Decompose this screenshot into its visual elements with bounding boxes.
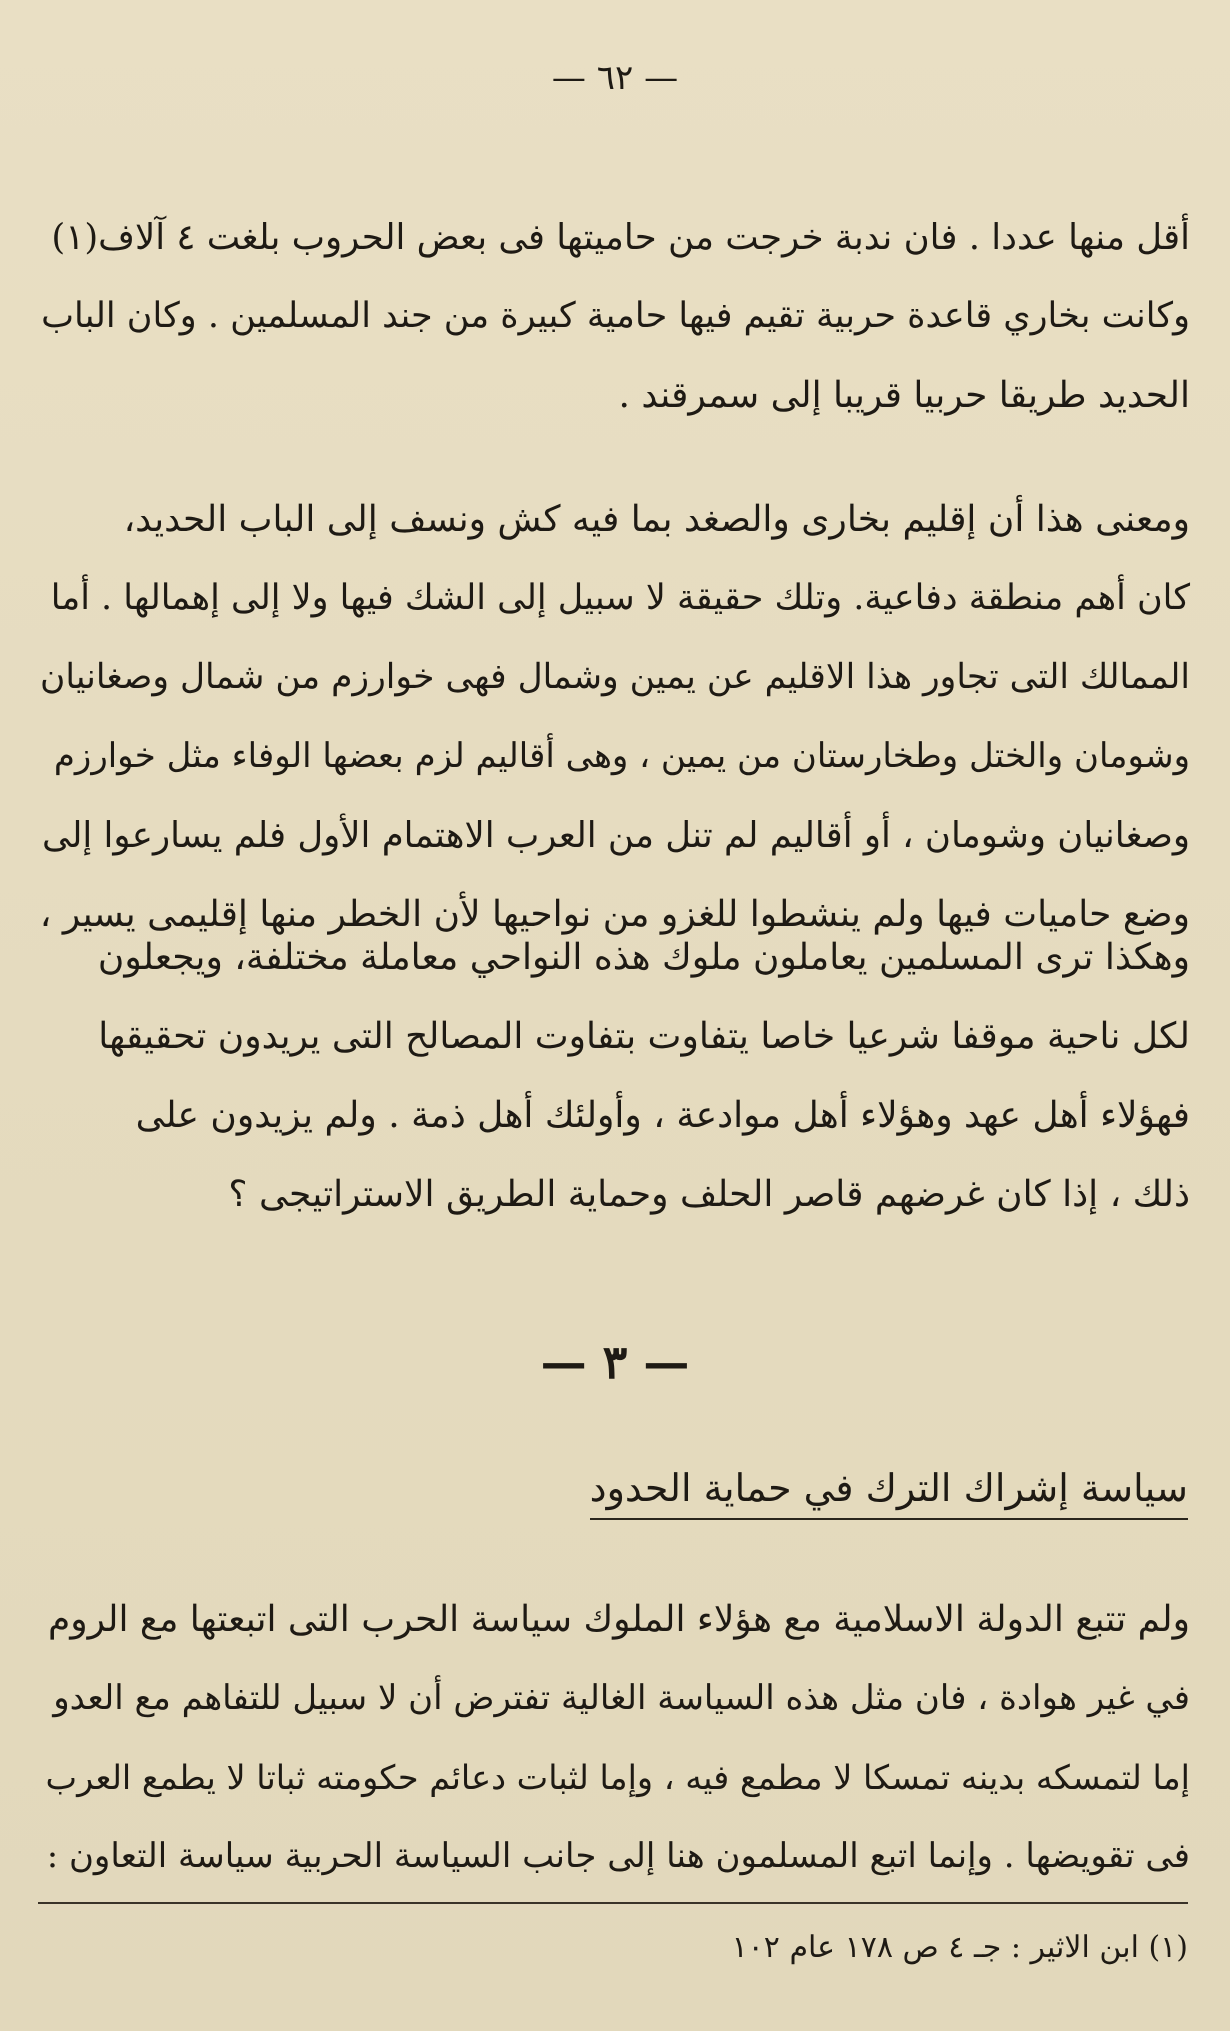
text-line: فى تقويضها . وإنما اتبع المسلمون هنا إلى جانب السياسة الحربية سياسة التعاون :	[46, 1836, 1190, 1876]
text-line: ولم تتبع الدولة الاسلامية مع هؤلاء الملوك سياسة الحرب التى اتبعتها مع الروم	[47, 1599, 1190, 1640]
text-line: الممالك التى تجاور هذا الاقليم عن يمين وشمال فهى خوارزم من شمال وصغانيان	[40, 657, 1190, 697]
text-line: ذلك ، إذا كان غرضهم قاصر الحلف وحماية الطريق الاستراتيجى ؟	[228, 1174, 1190, 1215]
paragraph-4	[40, 1580, 1190, 1896]
text-line: في غير هوادة ، فان مثل هذه السياسة الغالية تفترض أن لا سبيل للتفاهم مع العدو	[53, 1678, 1190, 1718]
section-number: — ٣ —	[540, 1335, 690, 1389]
text-line: وهكذا ترى المسلمين يعاملون ملوك هذه النواحي معاملة مختلفة، ويجعلون	[97, 937, 1190, 978]
text-line: وضع حاميات فيها ولم ينشطوا للغزو من نواحيها لأن الخطر منها إقليمى يسير ،	[39, 894, 1190, 935]
paragraph-2	[40, 480, 1190, 954]
text-line: لكل ناحية موقفا شرعيا خاصا يتفاوت بتفاوت المصالح التى يريدون تحقيقها	[98, 1016, 1190, 1057]
footnote-divider	[38, 1902, 1188, 1904]
text-line: وكانت بخاري قاعدة حربية تقيم فيها حامية كبيرة من جند المسلمين . وكان الباب	[41, 296, 1190, 336]
text-line: أقل منها عددا . فان ندبة خرجت من حاميتها فى بعض الحروب بلغت ٤ آلاف(١)	[51, 217, 1190, 258]
page-number: — ٦٢ —	[551, 58, 679, 98]
text-line: الحديد طريقا حربيا قريبا إلى سمرقند .	[618, 375, 1190, 416]
text-line: كان أهم منطقة دفاعية. وتلك حقيقة لا سبيل إلى الشك فيها ولا إلى إهمالها . أما	[50, 578, 1190, 618]
text-line: وصغانيان وشومان ، أو أقاليم لم تنل من العرب الاهتمام الأول فلم يسارعوا إلى	[42, 815, 1190, 856]
text-line: وشومان والختل وطخارستان من يمين ، وهى أقاليم لزم بعضها الوفاء مثل خوارزم	[53, 736, 1190, 776]
paragraph-1	[40, 198, 1190, 435]
text-line: إما لتمسكه بدينه تمسكا لا مطمع فيه ، وإما لثبات دعائم حكومته ثباتا لا يطمع العرب	[45, 1758, 1190, 1797]
text-line: فهؤلاء أهل عهد وهؤلاء أهل موادعة ، وأولئك أهل ذمة . ولم يزيدون على	[135, 1095, 1190, 1136]
section-heading: سياسة إشراك الترك في حماية الحدود	[590, 1466, 1188, 1520]
footnote: (١) ابن الاثير : جـ ٤ ص ١٧٨ عام ١٠٢	[731, 1930, 1188, 1965]
paragraph-3	[40, 918, 1190, 1234]
text-line: ومعنى هذا أن إقليم بخارى والصغد بما فيه كش ونسف إلى الباب الحديد،	[123, 499, 1190, 540]
